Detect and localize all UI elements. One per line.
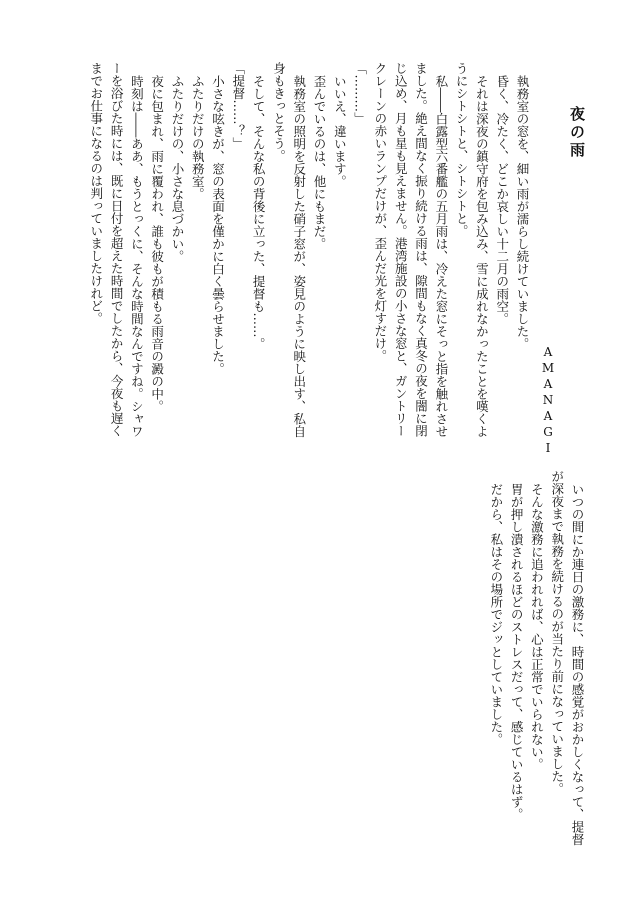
text-column: そんな激務に追われれば、心は正常でいられない。	[529, 482, 545, 770]
text-column: までお仕事になるのは判っていましたけれど。	[88, 62, 104, 325]
text-column: 執務室の窓を、細い雨が濡らし続けていました。	[515, 74, 530, 350]
text-column: 夜に包まれ、雨に覆われ、誰も彼もが積もる雨音の澱の中。	[149, 74, 165, 412]
text-column: それは深夜の鎮守府を包み込み、雪に成れなかったことを嘆くよ	[474, 74, 490, 437]
text-column: 昏く、冷たく、どこか哀しい十二月の雨空。	[494, 74, 510, 325]
text-column: 時刻は――ああ、もうとっくに、そんな時間なんですね。シャワ	[129, 74, 145, 437]
text-column: いつの間にか連日の激務に、時間の感覚がおかしくなって、提督	[570, 482, 585, 845]
text-column: 身もきっとそう。	[271, 62, 287, 162]
text-column: いいえ、違います。	[332, 74, 348, 187]
text-column: ました。絶え間なく振り続ける雨は、隙間もなく真冬の夜を闇に閉	[413, 62, 429, 437]
text-column: ふたりだけの執務室。	[190, 74, 206, 200]
text-column: 歪んでいるのは、他にもまだ。	[312, 74, 328, 250]
upper-text-block	[85, 62, 532, 437]
dialogue-column: 「………」	[352, 62, 368, 125]
author-name: AMANAGI	[541, 345, 555, 457]
text-column: だから、私はその場所でジッとしていました。	[488, 482, 504, 745]
lower-text-block	[59, 470, 587, 845]
text-column: が深夜まで執務を続けるのが当たり前になっていました。	[549, 470, 565, 795]
text-column: 胃が押し潰されるほどのストレスだって、感じているはず。	[509, 482, 525, 820]
text-column: そして、そんな私の背後に立った、提督も……。	[251, 74, 267, 350]
story-title: 夜の雨	[568, 106, 586, 160]
text-column: 小さな呟きが、窓の表面を僅かに白く曇らせました。	[210, 74, 226, 375]
text-column: 執務室の照明を反射した硝子窓が、姿見のように映し出す、私自	[291, 74, 307, 437]
text-column: 私――白露型六番艦の五月雨は、冷えた窓にそっと指を触れさせ	[433, 74, 449, 437]
text-column: じ込め、月も星も見えません。港湾施設の小さな窓と、ガントリー	[393, 62, 409, 437]
text-column: うにシトシトと、シトシトと。	[454, 62, 470, 237]
text-column: クレーンの赤いランプだけが、歪んだ光を灯すだけ。	[372, 62, 388, 362]
dialogue-column: 「提督……？」	[230, 62, 246, 150]
text-column: ふたりだけの、小さな息づかい。	[169, 74, 185, 262]
text-column: ーを浴びた時には、既に日付を超えた時間でしたから、今夜も遅く	[109, 62, 125, 437]
